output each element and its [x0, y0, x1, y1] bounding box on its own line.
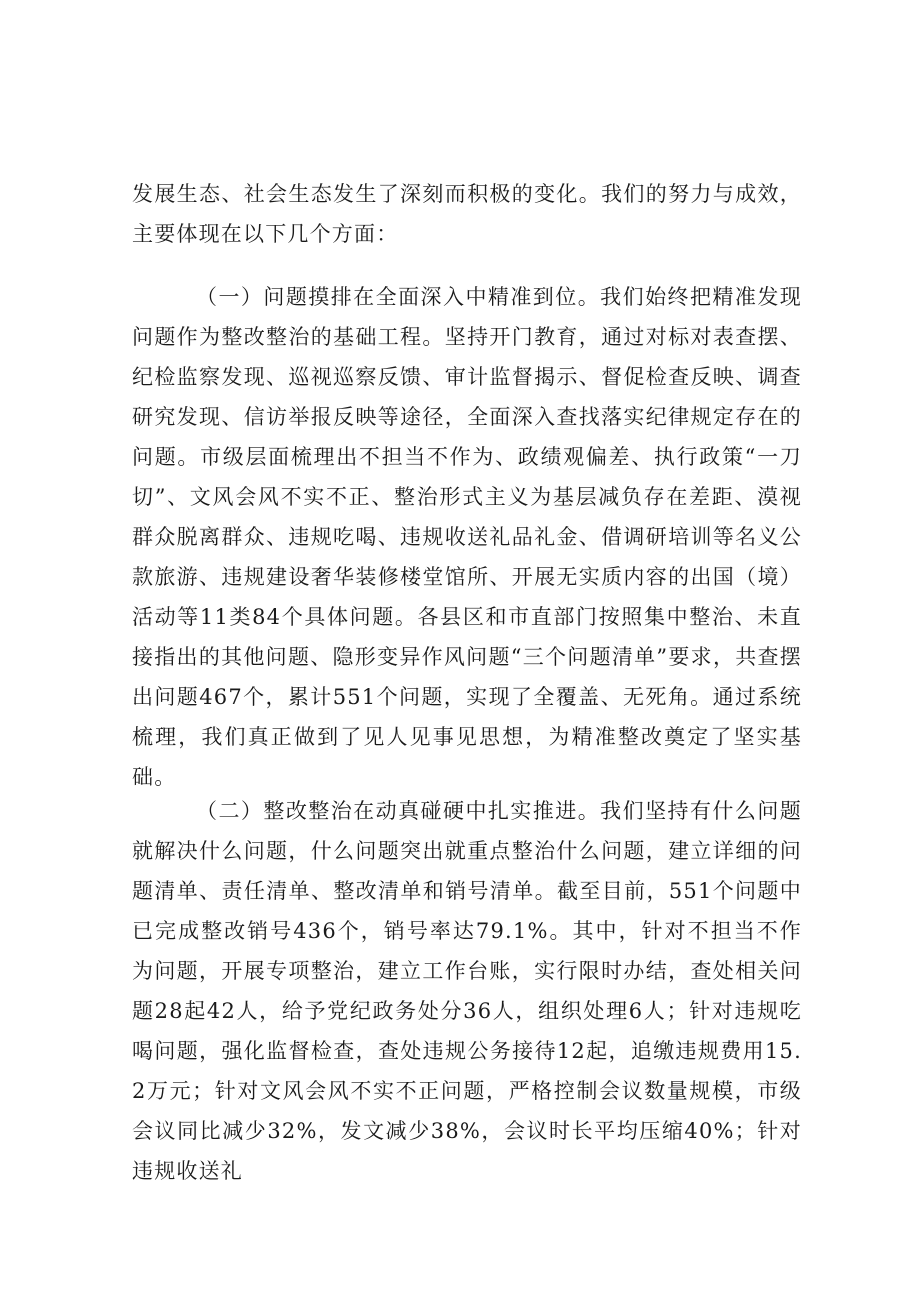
paragraph-section-two: （二）整改整治在动真碰硬中扎实推进。我们坚持有什么问题就解决什么问题，什么问题突出就重点整治什么问题，建立详细的问题清单、责任清单、整改清单和销号清单。截至目前，551个问题中已完成整改销号436个，销号率达79.1%。其中，针对不担当不作为问题，开展专项整治，建立工作台账，实行限时办结，查处相关问题28起42人，给予党纪政务处分36人，组织处理6人；针对违规吃喝问题，强化监督检查，查处违规公务接待12起，追缴违规费用15.2万元；针对文风会风不实不正问题，严格控制会议数量规模，市级会议同比减少32%，发文减少38%，会议时长平均压缩40%；针对违规收送礼 [132, 799, 802, 1183]
paragraph-section-one: （一）问题摸排在全面深入中精准到位。我们始终把精准发现问题作为整改整治的基础工程。坚持开门教育，通过对标对表查摆、纪检监察发现、巡视巡察反馈、审计监督揭示、督促检查反映、调查研究发现、信访举报反映等途径，全面深入查找落实纪律规定存在的问题。市级层面梳理出不担当不作为、政绩观偏差、执行政策“一刀切”、文风会风不实不正、整治形式主义为基层减负存在差距、漠视群众脱离群众、违规吃喝、违规收送礼品礼金、借调研培训等名义公款旅游、违规建设奢华装修楼堂馆所、开展无实质内容的出国（境）活动等11类84个具体问题。各县区和市直部门按照集中整治、未直接指出的其他问题、隐形变异作风问题“三个问题清单”要求，共查摆出问题467个，累计551个问题，实现了全覆盖、无死角。通过系统梳理，我们真正做到了见人见事见思想，为精准整改奠定了坚实基础。 [132, 285, 802, 789]
paragraph-intro: 发展生态、社会生态发生了深刻而积极的变化。我们的努力与成效，主要体现在以下几个方面： [132, 182, 802, 246]
